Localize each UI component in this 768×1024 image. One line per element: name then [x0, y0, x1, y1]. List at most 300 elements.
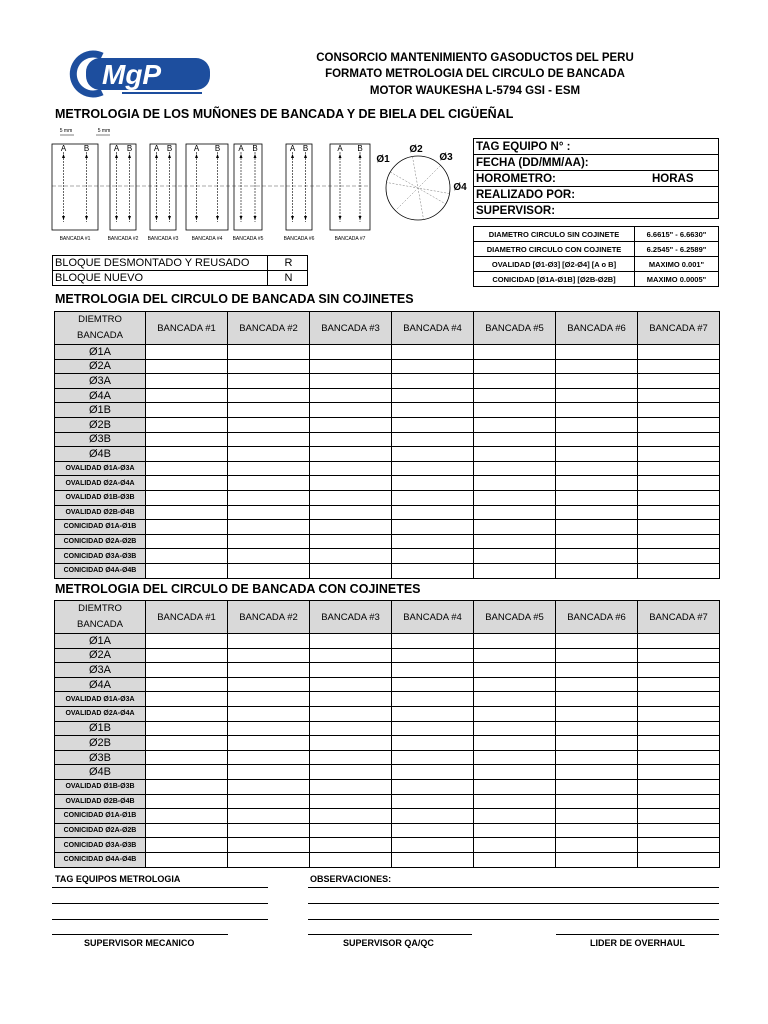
measurement-cell[interactable]	[310, 476, 392, 491]
measurement-cell[interactable]	[474, 359, 556, 374]
measurement-cell[interactable]	[146, 706, 228, 721]
measurement-cell[interactable]	[556, 794, 638, 809]
measurement-cell[interactable]	[638, 663, 720, 678]
measurement-cell[interactable]	[228, 520, 310, 535]
corner-line-2: BANCADA	[77, 330, 123, 341]
measurement-cell[interactable]	[638, 447, 720, 462]
measurement-cell[interactable]	[392, 374, 474, 389]
measurement-cell[interactable]	[228, 374, 310, 389]
arrow-up	[240, 154, 243, 158]
measurement-cell[interactable]	[638, 706, 720, 721]
measurement-cell[interactable]	[392, 476, 474, 491]
measurement-cell[interactable]	[638, 490, 720, 505]
measurement-cell[interactable]	[556, 388, 638, 403]
arrow-up	[359, 154, 362, 158]
measurement-cell[interactable]	[556, 359, 638, 374]
measurement-cell[interactable]	[392, 692, 474, 707]
measurement-cell[interactable]	[228, 750, 310, 765]
measurement-cell[interactable]	[556, 403, 638, 418]
measurement-cell[interactable]	[146, 505, 228, 520]
measurement-cell[interactable]	[392, 648, 474, 663]
measurement-cell[interactable]	[392, 505, 474, 520]
measurement-cell[interactable]	[228, 345, 310, 360]
measurement-cell[interactable]	[392, 534, 474, 549]
measurement-cell[interactable]	[638, 374, 720, 389]
signature-line-mecanico[interactable]	[52, 934, 228, 935]
row-label: Ø4B	[55, 447, 146, 462]
measurement-cell[interactable]	[146, 809, 228, 824]
measurement-cell[interactable]	[228, 765, 310, 780]
measurement-cell[interactable]	[556, 476, 638, 491]
measurement-cell[interactable]	[228, 692, 310, 707]
measurement-cell[interactable]	[310, 779, 392, 794]
measurement-cell[interactable]	[392, 388, 474, 403]
measurement-cell[interactable]	[310, 490, 392, 505]
info-realizado[interactable]: REALIZADO POR:	[474, 187, 719, 203]
measurement-cell[interactable]	[474, 750, 556, 765]
measurement-cell[interactable]	[556, 505, 638, 520]
measurement-cell[interactable]	[228, 549, 310, 564]
measurement-cell[interactable]	[474, 779, 556, 794]
measurement-cell[interactable]	[228, 736, 310, 751]
measurement-cell[interactable]	[474, 663, 556, 678]
measurement-cell[interactable]	[638, 563, 720, 578]
signature-lider-overhaul: LIDER DE OVERHAUL	[590, 938, 686, 948]
measurement-cell[interactable]	[638, 505, 720, 520]
measurement-cell[interactable]	[474, 432, 556, 447]
measurement-cell[interactable]	[310, 706, 392, 721]
tag-line-3[interactable]	[52, 919, 268, 920]
measurement-cell[interactable]	[474, 838, 556, 853]
measurement-cell[interactable]	[310, 388, 392, 403]
measurement-cell[interactable]	[310, 534, 392, 549]
measurement-cell[interactable]	[310, 447, 392, 462]
dimension-label-left: 5 mm	[59, 128, 73, 134]
row-label: OVALIDAD Ø1A-Ø3A	[55, 692, 146, 707]
measurement-cell[interactable]	[228, 388, 310, 403]
measurement-cell[interactable]	[392, 706, 474, 721]
measurement-cell[interactable]	[228, 823, 310, 838]
arrow-up	[216, 154, 219, 158]
measurement-cell[interactable]	[638, 417, 720, 432]
measurement-cell[interactable]	[556, 520, 638, 535]
measurement-cell[interactable]	[556, 838, 638, 853]
measurement-cell[interactable]	[146, 549, 228, 564]
measurement-cell[interactable]	[310, 750, 392, 765]
measurement-cell[interactable]	[228, 490, 310, 505]
measurement-cell[interactable]	[638, 432, 720, 447]
row-label: CONICIDAD Ø1A-Ø1B	[55, 520, 146, 535]
measurement-cell[interactable]	[392, 779, 474, 794]
measurement-cell[interactable]	[474, 534, 556, 549]
measurement-cell[interactable]	[228, 706, 310, 721]
measurement-cell[interactable]	[146, 534, 228, 549]
measurement-cell[interactable]	[638, 692, 720, 707]
measurement-cell[interactable]	[638, 345, 720, 360]
column-header: BANCADA #2	[228, 312, 310, 345]
measurement-cell[interactable]	[474, 852, 556, 867]
measurement-cell[interactable]	[146, 563, 228, 578]
measurement-cell[interactable]	[310, 374, 392, 389]
measurement-cell[interactable]	[474, 706, 556, 721]
measurement-cell[interactable]	[392, 403, 474, 418]
measurement-cell[interactable]	[310, 359, 392, 374]
measurement-cell[interactable]	[310, 692, 392, 707]
measurement-cell[interactable]	[310, 634, 392, 649]
info-supervisor[interactable]: SUPERVISOR:	[474, 203, 719, 219]
measurement-cell[interactable]	[228, 721, 310, 736]
measurement-cell[interactable]	[392, 359, 474, 374]
measurement-cell[interactable]	[228, 505, 310, 520]
measurement-cell[interactable]	[146, 634, 228, 649]
measurement-cell[interactable]	[474, 823, 556, 838]
measurement-cell[interactable]	[228, 359, 310, 374]
measurement-cell[interactable]	[556, 447, 638, 462]
measurement-cell[interactable]	[474, 388, 556, 403]
measurement-cell[interactable]	[310, 794, 392, 809]
measurement-cell[interactable]	[474, 634, 556, 649]
measurement-cell[interactable]	[474, 563, 556, 578]
measurement-cell[interactable]	[638, 779, 720, 794]
measurement-cell[interactable]	[228, 403, 310, 418]
diameter-line	[386, 182, 449, 193]
measurement-cell[interactable]	[392, 852, 474, 867]
arrow-down	[85, 216, 88, 220]
journal-outline	[330, 144, 370, 230]
measurement-cell[interactable]	[638, 634, 720, 649]
measurement-cell[interactable]	[392, 823, 474, 838]
measurement-cell[interactable]	[556, 534, 638, 549]
measurement-cell[interactable]	[556, 345, 638, 360]
table-row	[55, 677, 720, 692]
measurement-cell[interactable]	[310, 823, 392, 838]
measurement-cell[interactable]	[392, 461, 474, 476]
tag-line-2[interactable]	[52, 903, 268, 904]
measurement-cell[interactable]	[556, 721, 638, 736]
measurement-cell[interactable]	[638, 677, 720, 692]
measurement-cell[interactable]	[310, 345, 392, 360]
measurement-cell[interactable]	[556, 677, 638, 692]
measurement-cell[interactable]	[146, 447, 228, 462]
measurement-cell[interactable]	[146, 417, 228, 432]
spec-row	[474, 272, 719, 287]
row-label: OVALIDAD Ø2B-Ø4B	[55, 505, 146, 520]
measurement-cell[interactable]	[146, 663, 228, 678]
arrow-down	[339, 216, 342, 220]
measurement-cell[interactable]	[146, 692, 228, 707]
measurement-cell[interactable]	[392, 432, 474, 447]
measurement-cell[interactable]	[310, 663, 392, 678]
measurement-cell[interactable]	[638, 388, 720, 403]
column-header: BANCADA #5	[474, 312, 556, 345]
measurement-cell[interactable]	[638, 736, 720, 751]
measurement-cell[interactable]	[474, 461, 556, 476]
measurement-cell[interactable]	[146, 388, 228, 403]
measurement-cell[interactable]	[474, 721, 556, 736]
row-label: CONICIDAD Ø4A-Ø4B	[55, 563, 146, 578]
row-label: Ø2B	[55, 417, 146, 432]
arrow-up	[155, 154, 158, 158]
measurement-cell[interactable]	[556, 779, 638, 794]
arrow-down	[155, 216, 158, 220]
measurement-cell[interactable]	[146, 765, 228, 780]
measurement-cell[interactable]	[310, 417, 392, 432]
measurement-cell[interactable]	[146, 794, 228, 809]
spec-value: 6.6615" - 6.6630"	[635, 227, 719, 242]
journal-label: BANCADA #5	[232, 236, 264, 242]
measurement-cell[interactable]	[228, 563, 310, 578]
obs-line-3[interactable]	[308, 919, 719, 920]
measurement-cell[interactable]	[228, 648, 310, 663]
measurement-cell[interactable]	[228, 534, 310, 549]
row-label: Ø1B	[55, 721, 146, 736]
measurement-cell[interactable]	[556, 663, 638, 678]
measurement-cell[interactable]	[228, 809, 310, 824]
signature-line-overhaul[interactable]	[556, 934, 719, 935]
table-row	[55, 549, 720, 564]
measurement-cell[interactable]	[310, 721, 392, 736]
measurement-cell[interactable]	[474, 765, 556, 780]
info-horas-label: HORAS	[652, 172, 694, 185]
measurement-cell[interactable]	[146, 677, 228, 692]
arrow-up	[62, 154, 65, 158]
measurement-cell[interactable]	[228, 794, 310, 809]
measurement-cell[interactable]	[146, 461, 228, 476]
measurement-cell[interactable]	[146, 852, 228, 867]
measurement-cell[interactable]	[146, 359, 228, 374]
bloque-label: BLOQUE DESMONTADO Y REUSADO	[53, 256, 268, 271]
measurement-cell[interactable]	[556, 809, 638, 824]
measurement-cell[interactable]	[392, 520, 474, 535]
table-row	[55, 736, 720, 751]
measurement-cell[interactable]	[474, 794, 556, 809]
measurement-cell[interactable]	[392, 634, 474, 649]
measurement-cell[interactable]	[146, 374, 228, 389]
measurement-cell[interactable]	[392, 721, 474, 736]
measurement-cell[interactable]	[310, 432, 392, 447]
measurement-cell[interactable]	[228, 677, 310, 692]
measurement-cell[interactable]	[146, 490, 228, 505]
measurement-cell[interactable]	[392, 490, 474, 505]
measurement-cell[interactable]	[556, 490, 638, 505]
measurement-cell[interactable]	[638, 852, 720, 867]
measurement-cell[interactable]	[556, 417, 638, 432]
measurement-cell[interactable]	[556, 648, 638, 663]
bloque-code[interactable]: N	[268, 271, 308, 286]
measurement-cell[interactable]	[638, 823, 720, 838]
measurement-cell[interactable]	[556, 563, 638, 578]
measurement-cell[interactable]	[474, 505, 556, 520]
measurement-cell[interactable]	[228, 852, 310, 867]
measurement-cell[interactable]	[310, 563, 392, 578]
row-label: CONICIDAD Ø2A-Ø2B	[55, 823, 146, 838]
measurement-cell[interactable]	[310, 505, 392, 520]
face-a-label: A	[289, 144, 296, 153]
column-header: BANCADA #4	[392, 601, 474, 634]
table-row	[55, 823, 720, 838]
measurement-cell[interactable]	[146, 403, 228, 418]
diameter-label: Ø4	[453, 182, 467, 193]
table1-title: METROLOGIA DEL CIRCULO DE BANCADA SIN COJINETES	[55, 292, 414, 306]
measurement-cell[interactable]	[556, 706, 638, 721]
measurement-cell[interactable]	[638, 765, 720, 780]
measurement-cell[interactable]	[474, 549, 556, 564]
measurement-cell[interactable]	[146, 736, 228, 751]
measurement-cell[interactable]	[556, 750, 638, 765]
measurement-cell[interactable]	[556, 692, 638, 707]
header-engine: MOTOR WAUKESHA L-5794 GSI - ESM	[369, 85, 581, 97]
measurement-cell[interactable]	[638, 648, 720, 663]
measurement-cell[interactable]	[392, 417, 474, 432]
measurement-cell[interactable]	[474, 677, 556, 692]
table-row	[55, 359, 720, 374]
table-row	[55, 476, 720, 491]
measurement-cell[interactable]	[146, 345, 228, 360]
measurement-cell[interactable]	[556, 823, 638, 838]
measurement-cell[interactable]	[310, 461, 392, 476]
measurement-cell[interactable]	[474, 345, 556, 360]
measurement-cell[interactable]	[146, 838, 228, 853]
measurement-cell[interactable]	[310, 838, 392, 853]
measurement-cell[interactable]	[638, 461, 720, 476]
row-label: CONICIDAD Ø1A-Ø1B	[55, 809, 146, 824]
measurement-cell[interactable]	[228, 838, 310, 853]
table-row	[55, 838, 720, 853]
measurement-cell[interactable]	[392, 765, 474, 780]
measurement-cell[interactable]	[146, 721, 228, 736]
measurement-cell[interactable]	[146, 476, 228, 491]
measurement-cell[interactable]	[392, 345, 474, 360]
measurement-cell[interactable]	[638, 359, 720, 374]
measurement-cell[interactable]	[310, 736, 392, 751]
measurement-cell[interactable]	[474, 476, 556, 491]
measurement-cell[interactable]	[556, 461, 638, 476]
row-label: OVALIDAD Ø1B-Ø3B	[55, 490, 146, 505]
face-b-label: B	[357, 144, 363, 153]
measurement-cell[interactable]	[228, 634, 310, 649]
measurement-cell[interactable]	[310, 852, 392, 867]
measurement-cell[interactable]	[556, 634, 638, 649]
bloque-code[interactable]: R	[268, 256, 308, 271]
measurement-cell[interactable]	[556, 765, 638, 780]
measurement-cell[interactable]	[146, 779, 228, 794]
measurement-cell[interactable]	[228, 447, 310, 462]
measurement-cell[interactable]	[474, 648, 556, 663]
measurement-cell[interactable]	[228, 461, 310, 476]
arrow-up	[254, 154, 257, 158]
measurement-cell[interactable]	[638, 721, 720, 736]
measurement-cell[interactable]	[310, 809, 392, 824]
measurement-cell[interactable]	[228, 476, 310, 491]
measurement-cell[interactable]	[392, 794, 474, 809]
measurement-cell[interactable]	[474, 809, 556, 824]
corner-header	[55, 601, 146, 634]
measurement-cell[interactable]	[392, 677, 474, 692]
measurement-cell[interactable]	[146, 520, 228, 535]
measurement-cell[interactable]	[228, 779, 310, 794]
measurement-cell[interactable]	[474, 692, 556, 707]
measurement-cell[interactable]	[146, 648, 228, 663]
measurement-cell[interactable]	[556, 432, 638, 447]
measurement-cell[interactable]	[310, 677, 392, 692]
journal-diagram	[52, 126, 370, 244]
header-row	[55, 601, 720, 634]
measurement-cell[interactable]	[310, 648, 392, 663]
table-row	[55, 563, 720, 578]
measurement-cell[interactable]	[638, 838, 720, 853]
measurement-cell[interactable]	[392, 736, 474, 751]
measurement-cell[interactable]	[474, 490, 556, 505]
measurement-cell[interactable]	[146, 750, 228, 765]
measurement-cell[interactable]	[638, 750, 720, 765]
measurement-cell[interactable]	[310, 549, 392, 564]
obs-line-2[interactable]	[308, 903, 719, 904]
measurement-cell[interactable]	[638, 476, 720, 491]
obs-line-1[interactable]	[308, 887, 719, 888]
measurement-cell[interactable]	[392, 549, 474, 564]
measurement-cell[interactable]	[556, 852, 638, 867]
row-label: OVALIDAD Ø2A-Ø4A	[55, 476, 146, 491]
table-con-cojinetes	[54, 600, 720, 868]
measurement-cell[interactable]	[310, 520, 392, 535]
measurement-cell[interactable]	[392, 563, 474, 578]
measurement-cell[interactable]	[392, 838, 474, 853]
measurement-cell[interactable]	[474, 736, 556, 751]
measurement-cell[interactable]	[638, 534, 720, 549]
journal-label: BANCADA #6	[283, 236, 315, 242]
measurement-cell[interactable]	[146, 823, 228, 838]
measurement-cell[interactable]	[392, 809, 474, 824]
measurement-cell[interactable]	[474, 374, 556, 389]
signature-line-qaqc[interactable]	[308, 934, 472, 935]
measurement-cell[interactable]	[392, 750, 474, 765]
measurement-cell[interactable]	[474, 447, 556, 462]
measurement-cell[interactable]	[556, 374, 638, 389]
measurement-cell[interactable]	[638, 520, 720, 535]
measurement-cell[interactable]	[228, 432, 310, 447]
measurement-cell[interactable]	[474, 520, 556, 535]
info-horometro[interactable]: HOROMETRO: HORAS	[474, 171, 719, 187]
measurement-cell[interactable]	[556, 549, 638, 564]
spec-row	[474, 227, 719, 242]
measurement-cell[interactable]	[556, 736, 638, 751]
info-fecha[interactable]: FECHA (DD/MM/AA):	[474, 155, 719, 171]
table-row	[55, 721, 720, 736]
measurement-cell[interactable]	[146, 432, 228, 447]
measurement-cell[interactable]	[638, 809, 720, 824]
measurement-cell[interactable]	[392, 447, 474, 462]
row-label: CONICIDAD Ø2A-Ø2B	[55, 534, 146, 549]
measurement-cell[interactable]	[228, 663, 310, 678]
measurement-cell[interactable]	[310, 765, 392, 780]
bloque-row	[53, 256, 308, 271]
measurement-cell[interactable]	[474, 403, 556, 418]
measurement-cell[interactable]	[638, 549, 720, 564]
measurement-cell[interactable]	[310, 403, 392, 418]
diameter-label: Ø1	[376, 154, 390, 165]
info-tag[interactable]: TAG EQUIPO N° :	[474, 139, 719, 155]
bloque-table	[52, 255, 308, 286]
measurement-cell[interactable]	[228, 417, 310, 432]
measurement-cell[interactable]	[638, 794, 720, 809]
tag-line-1[interactable]	[52, 887, 268, 888]
table-row	[55, 794, 720, 809]
measurement-cell[interactable]	[392, 663, 474, 678]
measurement-cell[interactable]	[474, 417, 556, 432]
measurement-cell[interactable]	[638, 403, 720, 418]
table-row	[55, 663, 720, 678]
journal-label: BANCADA #7	[334, 236, 366, 242]
